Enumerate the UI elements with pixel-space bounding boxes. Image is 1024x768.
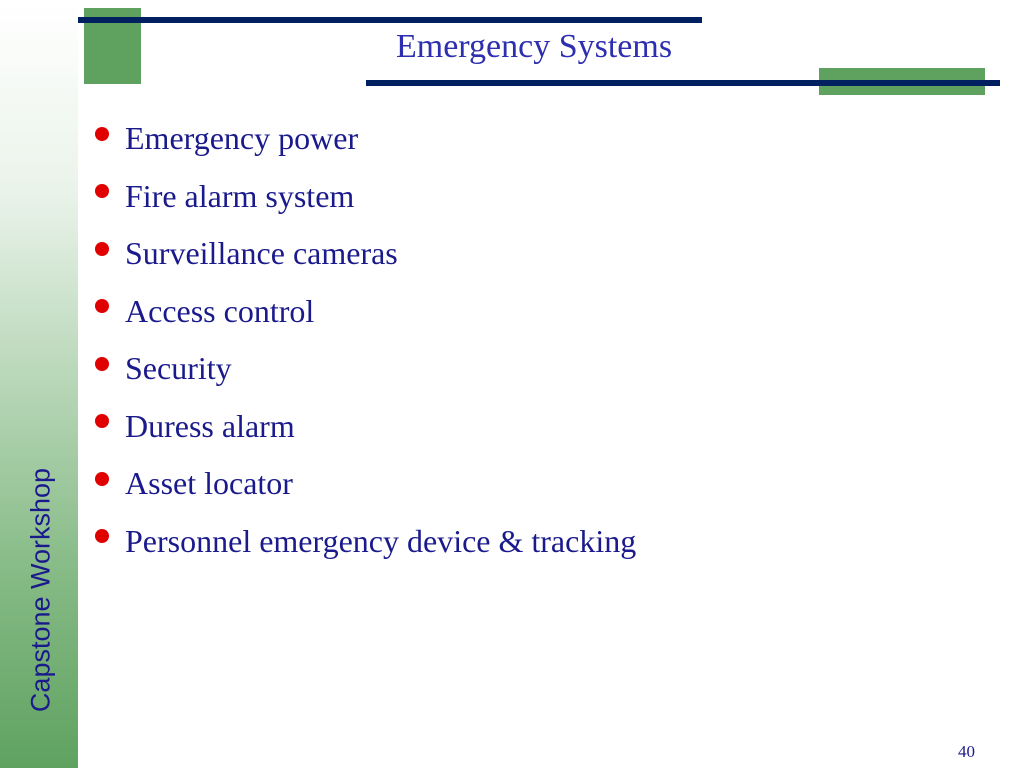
bullet-dot-icon (95, 529, 109, 543)
bullet-text: Surveillance cameras (125, 235, 398, 272)
bullet-text: Duress alarm (125, 407, 295, 444)
bullet-text: Fire alarm system (125, 177, 355, 214)
list-item (90, 283, 636, 341)
bullet-dot-icon (95, 472, 109, 486)
bullet-dot-icon (95, 357, 109, 371)
bullet-dot-icon (95, 414, 109, 428)
bullet-dot-icon (95, 299, 109, 313)
bullet-text: Access control (125, 292, 315, 329)
list-item (90, 398, 636, 456)
bullet-dot-icon (95, 184, 109, 198)
bullet-dot-icon (95, 127, 109, 141)
list-item (90, 225, 636, 283)
title-rule-top (78, 17, 702, 23)
side-label: Capstone Workshop (25, 467, 56, 713)
bullet-text: Security (125, 350, 232, 387)
list-item (90, 455, 636, 513)
list-item (90, 513, 636, 571)
slide-title: Emergency Systems (396, 28, 673, 65)
list-item (90, 168, 636, 226)
list-item (90, 340, 636, 398)
side-gradient-band (0, 0, 78, 768)
bullet-dot-icon (95, 242, 109, 256)
list-item (90, 110, 636, 168)
page-number: 40 (958, 742, 975, 761)
bullet-text: Asset locator (125, 465, 293, 502)
bullet-text: Emergency power (125, 120, 359, 157)
title-rule-bottom (366, 80, 1000, 86)
bullet-list (90, 110, 636, 570)
bullet-text: Personnel emergency device & tracking (125, 522, 637, 559)
